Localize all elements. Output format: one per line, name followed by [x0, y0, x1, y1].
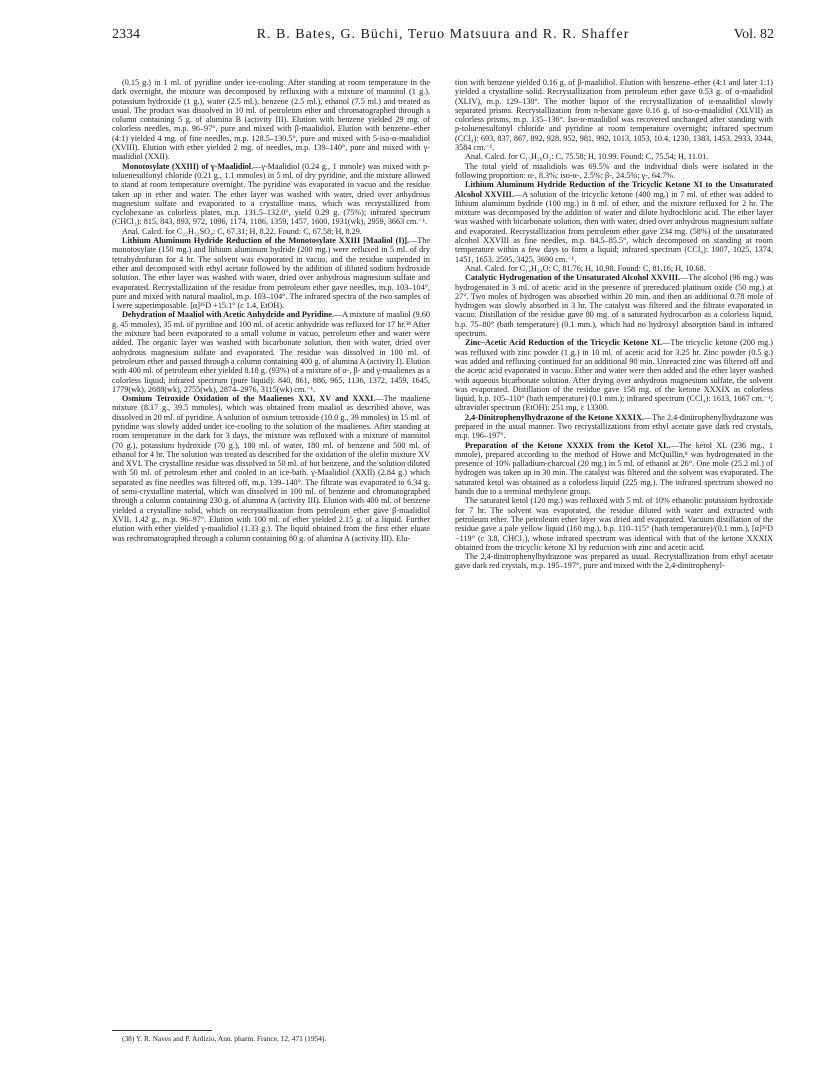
paragraph-text: (0.15 g.) in 1 ml. of pyridine under ice-cooling. After standing at room temperature in the dark overnight, the mixture was decomposed by refluxing with a mixture of mannitol (1 g.), potassium hydroxide (1 g.), water (2.5 ml.), benzene (2.5 ml.), ethanol (7.5 ml.) and treated as usual. The product was dissolved in 10 ml. of petroleum ether and chromatographed through a column containing 5 g. of alumina B (activity III). Elution with benzene yielded 29 mg. of colorless needles, m.p. 96–97°, pure and mixed with β-maalidiol. Elution with benzene–ether (4:1) yielded 4 mg. of fine needles, m.p. 128.5–130.5°, pure and mixed with 5-iso-α-maalidiol (XVIII). Elution with ether yielded 2 mg. of needles, m.p. 139–140°, pure and mixed with γ-maalidiol (XXII). [112, 78, 430, 162]
paragraph-text: The 2,4-dinitrophenylhydrazone was prepared as usual. Recrystallization from ethyl acetate gave dark red crystals, m.p. 195–197°, pure and mixed with the 2,4-dinitrophenyl- [455, 552, 773, 571]
section-heading: Preparation of the Ketone XXXIX from the Ketol XL. [465, 440, 671, 450]
paragraph-text: The saturated ketol (120 mg.) was refluxed with 5 ml. of 10% ethanolic potassium hydroxide for 7 hr. The solvent was evaporated, the residue diluted with water and extracted with petroleum ether. The petroleum ether layer was dried and evaporated. Vacuum distillation of the residue gave a pale yellow liquid (160 mg.), b.p. 110–115° (bath temperature)/(0.1 mm.), [α]²⁶D −119° (c 3.8, CHCl₃), whose infrared spectrum was identical with that of the ketone XXXIX obtained from the tricyclic ketone XI by reduction with zinc and acetic acid. [455, 496, 773, 552]
section-heading: Zinc–Acetic Acid Reduction of the Tricyclic Ketone XI. [465, 338, 663, 348]
paragraph-text: Anal. Calcd. for C₁₅H₂₆O₂: C, 75.58; H, 10.99. Found: C, 75.54; H, 11.01. [465, 152, 709, 162]
left-column [112, 78, 430, 1030]
paragraph [455, 78, 773, 152]
paragraph [112, 227, 430, 236]
paragraph [455, 413, 773, 441]
paragraph [455, 152, 773, 161]
paragraph [112, 78, 430, 162]
paragraph [112, 394, 430, 543]
paragraph [455, 496, 773, 552]
paragraph-text: —A solution of the tricyclic ketone (400 mg.) in 7 ml. of ether was added to lithium aluminum hydride (100 mg.) in 8 ml. of ether, and the mixture refluxed for 2 hr. The mixture was decomposed by the addition of water and dilute hydrochloric acid. The ether layer was washed with bicarbonate solution, then with water, dried over anhydrous magnesium sulfate and evaporated. Recrystallization from petroleum ether gave 234 mg. (58%) of the unsaturated alcohol XXVIII as fine needles, m.p. 84.5–85.5°, which decomposed on standing at room temperature within a few days to form a liquid; infrared spectrum (CCl₄): 1007, 1025, 1374, 1451, 1653, 2595, 3425, 3690 cm.⁻¹. [455, 189, 773, 264]
paragraph-text: —The maaliene mixture (8.17 g., 39.5 mmoles), which was obtained from maaliol as described above, was dissolved in 20 ml. of pyridine. A solution of osmium tetroxide (10.0 g., 39 mmoles) in 15 ml. of pyridine was slowly added under ice-cooling to the solution of the maalienes. After standing at room temperature in the dark for 3 days, the mixture was refluxed with a mixture of mannitol (70 g.), potassium hydroxide (70 g.), 180 ml. of water, 180 ml. of benzene and 500 ml. of ethanol for 4 hr. The solution was treated as described for the oxidation of the olefin mixture XV and XVI. The crystalline residue was dissolved in 50 ml. of hot benzene, and the solution diluted with 50 ml. of petroleum ether and cooled in an ice-bath. γ-Maalidiol (XXII) (2.84 g.) which separated as fine needles was filtered off, m.p. 139–140°. The filtrate was evaporated to 6.34 g. of semi-crystalline material, which was dissolved in 100 ml. of benzene and chromatographed through a column containing 230 g. of alumina A (activity III). Elution with 400 ml. of benzene yielded a crystalline solid, which on recrystallization from petroleum ether gave β-maalidiol XVII, 1.42 g., m.p. 96–97°. Elution with 100 ml. of ether yielded 2.15 g. of a liquid. Further elution with ether yielded γ-maalidiol (1.33 g.). The liquid obtained from the first ether eluate was rechromatographed through a column containing 80 g. of alumina A (activity III). Elu- [112, 394, 430, 543]
section-heading: Osmium Tetroxide Oxidation of the Maalienes XXI, XV and XXXI. [122, 394, 376, 404]
section-heading: Lithium Aluminum Hydride Reduction of the Monotosylate XXIII [Maaliol (I)]. [122, 236, 410, 246]
volume-label: Vol. 82 [733, 27, 774, 42]
paragraph [455, 162, 773, 181]
paragraph-text: —The alcohol (96 mg.) was hydrogenated in 3 ml. of acetic acid in the presence of prereduced platinum oxide (50 mg.) at 27°. Two moles of hydrogen was absorbed within 20 min. and then an additional 0.78 mole of hydrogen was slowly absorbed in 3 hr. The catalyst was filtered and the filtrate evaporated in vacuo. Distillation of the residue gave 80 mg. of a saturated hydrocarbon as a colorless liquid, b.p. 75–80° (bath temperature) (0.1 mm.), which had no hydroxyl absorption band in infrared spectrum. [455, 273, 773, 339]
paragraph-text: Anal. Calcd. for C₂₂H₃₂SO₄: C, 67.31; H, 8.22. Found: C, 67.58; H, 8.29. [122, 226, 362, 236]
section-heading: 2,4-Dinitrophenylhydrazone of the Ketone XXXIX. [465, 412, 644, 422]
paragraph-text: —The monotosylate (150 mg.) and lithium aluminum hydride (200 mg.) were refluxed in 5 ml. of dry tetrahydrofuran for 4 hr. The solvent was evaporated in vacuo, and the residue suspended in ether and decomposed with ethyl acetate followed by the addition of diluted sodium hydroxide solution. The ether layer was washed with water, dried over anhydrous magnesium sulfate and evaporated. Recrystallization of the residue from petroleum ether gave needles, m.p. 103–104°, pure and mixed with natural maaliol, m.p. 103–104°. The infrared spectra of the two samples of I were superimposable. [α]²⁶D +15.1° (c 1.4, EtOH). [112, 236, 430, 311]
page-number: 2334 [112, 27, 140, 42]
paragraph-text: —The 2,4-dinitrophenylhydrazone was prepared in the usual manner. Two recrystallizations from ethyl acetate gave dark red crystals, m.p. 196–197°. [455, 412, 773, 441]
section-heading: Lithium Aluminum Hydride Reduction of the Tricyclic Ketone XI to the Unsaturated Alcohol XXVIII. [455, 180, 773, 199]
paragraph [455, 441, 773, 497]
paragraph [455, 552, 773, 571]
paragraph-text: —The ketol XL (236 mg., 1 mmole), prepared according to the method of Howe and McQuillin,⁸ was hydrogenated in the presence of 10% palladium-charcoal (20 mg.) in 5 ml. of ethanol at 26°. One mole (25.2 ml.) of hydrogen was taken up in 30 min. The catalyst was filtered and the solvent was evaporated. The saturated ketol was obtained as a colorless liquid (225 mg.). The infrared spectrum showed no bands due to a terminal methylene group. [455, 440, 773, 497]
right-column [455, 78, 773, 1053]
footnote-rule [112, 1030, 212, 1031]
paragraph-text: tion with benzene yielded 0.16 g. of β-maalidiol. Elution with benzene–ether (4:1 and later 1:1) yielded a crystalline solid. Recrystallization from petroleum ether gave 0.53 g. of α-maalidiol (XLIV), m.p. 129–130°. The mother liquor of the recrystallization of α-maalidiol slowly separated prisms. Recrystallization from n-hexane gave 0.16 g. of iso-α-maalidiol (XLVII) as colorless prisms, m.p. 135–136°. Iso-α-maalidiol was recovered unchanged after standing with p-toluenesulfonyl chloride and pyridine at room temperature overnight; infrared spectrum (CCl₄): 693, 837, 867, 892, 928, 952, 981, 992, 1013, 1053, 10.4, 1230, 1383, 1453, 2933, 3344, 3584 cm.⁻¹. [455, 78, 773, 153]
footnote-text: (38) Y. R. Naves and P. Ardizio, Ann. pharm. France, 12, 471 (1954). [122, 1034, 327, 1043]
running-header [112, 27, 774, 47]
paragraph [455, 338, 773, 412]
paragraph-text: The total yield of maalidiols was 69.5% and the individual diols were isolated in the following proportion: α-, 8.3%; iso-α-, 2.5%; β-, 24.5%; γ-, 64.7%. [455, 161, 773, 180]
paragraph [112, 310, 430, 394]
section-heading: Catalytic Hydrogenation of the Unsaturated Alcohol XXVIII. [465, 273, 681, 283]
paragraph [455, 264, 773, 273]
paragraph-text: —γ-Maalidiol (0.24 g., 1 mmole) was mixed with p-toluenesulfonyl chloride (0.21 g., 1.1 mmoles) in 5 ml. of dry pyridine, and the mixture allowed to stand at room temperature overnight. The pyridine was evaporated in vacuo and the residue taken up in ether and water. The ether layer was washed with water, dried over anhydrous magnesium sulfate and evaporated to a crystalline mass, which was recrystallized from cyclohexane as colorless plates, m.p. 131.5–132.0°, yield 0.29 g. (75%); infrared spectrum (CHCl₃): 815, 843, 893, 972, 1096, 1174, 1186, 1359, 1457, 1600, 1931(wk), 2959, 3663 cm.⁻¹. [112, 161, 430, 227]
section-heading: Dehydration of Maaliol with Acetic Anhydride and Pyridine. [122, 310, 334, 320]
paragraph [112, 236, 430, 310]
paragraph-text: —The tricyclic ketone (200 mg.) was refluxed with zinc powder (1 g.) in 10 ml. of acetic acid for 3.25 hr. Zinc powder (0.5 g.) was added and refluxing continued for an additional 90 min. Unreacted zinc was filtered off and the acetic acid evaporated in vacuo. Ether and water were then added and the ether layer washed with aqueous bicarbonate solution. After drying over anhydrous magnesium sulfate, the solvent was evaporated. Distillation of the residue gave 158 mg. of the ketone XXXIX as colorless liquid, b.p. 105–110° (bath temperature) (0.1 mm.); infrared spectrum (CCl₄): 1613, 1667 cm.⁻¹; ultraviolet spectrum (EtOH): 251 mμ, ε 13300. [455, 338, 773, 413]
footnote [112, 1034, 430, 1043]
running-title: R. B. Bates, G. Büchi, Teruo Matsuura and R. R. Shaffer [256, 27, 630, 42]
paragraph-text: —A mixture of maaliol (9.60 g. 45 mmoles), 35 ml. of pyridine and 100 ml. of acetic anhydride was refluxed for 17 hr.³⁸ After the mixture had been evaporated to a small volume in vacuo, petroleum ether and water were added. The organic layer was washed with bicarbonate solution, then with water, dried over anhydrous magnesium sulfate and evaporated. The residue was dissolved in 100 ml. of petroleum ether and passed through a column containing 400 g. of alumina A (activity I). Elution with 400 ml. of petroleum ether yielded 8.18 g. (93%) of a mixture of α-, β- and γ-maalienes as a colorless liquid; infrared spectrum (pure liquid): 840, 861, 886, 965, 1136, 1372, 1459, 1645, 1779(wk), 2688(wk), 2755(wk), 2874–2976, 3115(wk) cm.⁻¹. [112, 310, 430, 394]
paragraph [455, 180, 773, 264]
section-heading: Monotosylate (XXIII) of γ-Maalidiol. [122, 161, 254, 171]
paragraph [455, 273, 773, 338]
paragraph-text: Anal. Calcd. for C₁₄H₂₄O: C, 81.76; H, 10.98. Found: C, 81.16; H, 10.68. [465, 263, 706, 273]
paragraph [112, 162, 430, 227]
